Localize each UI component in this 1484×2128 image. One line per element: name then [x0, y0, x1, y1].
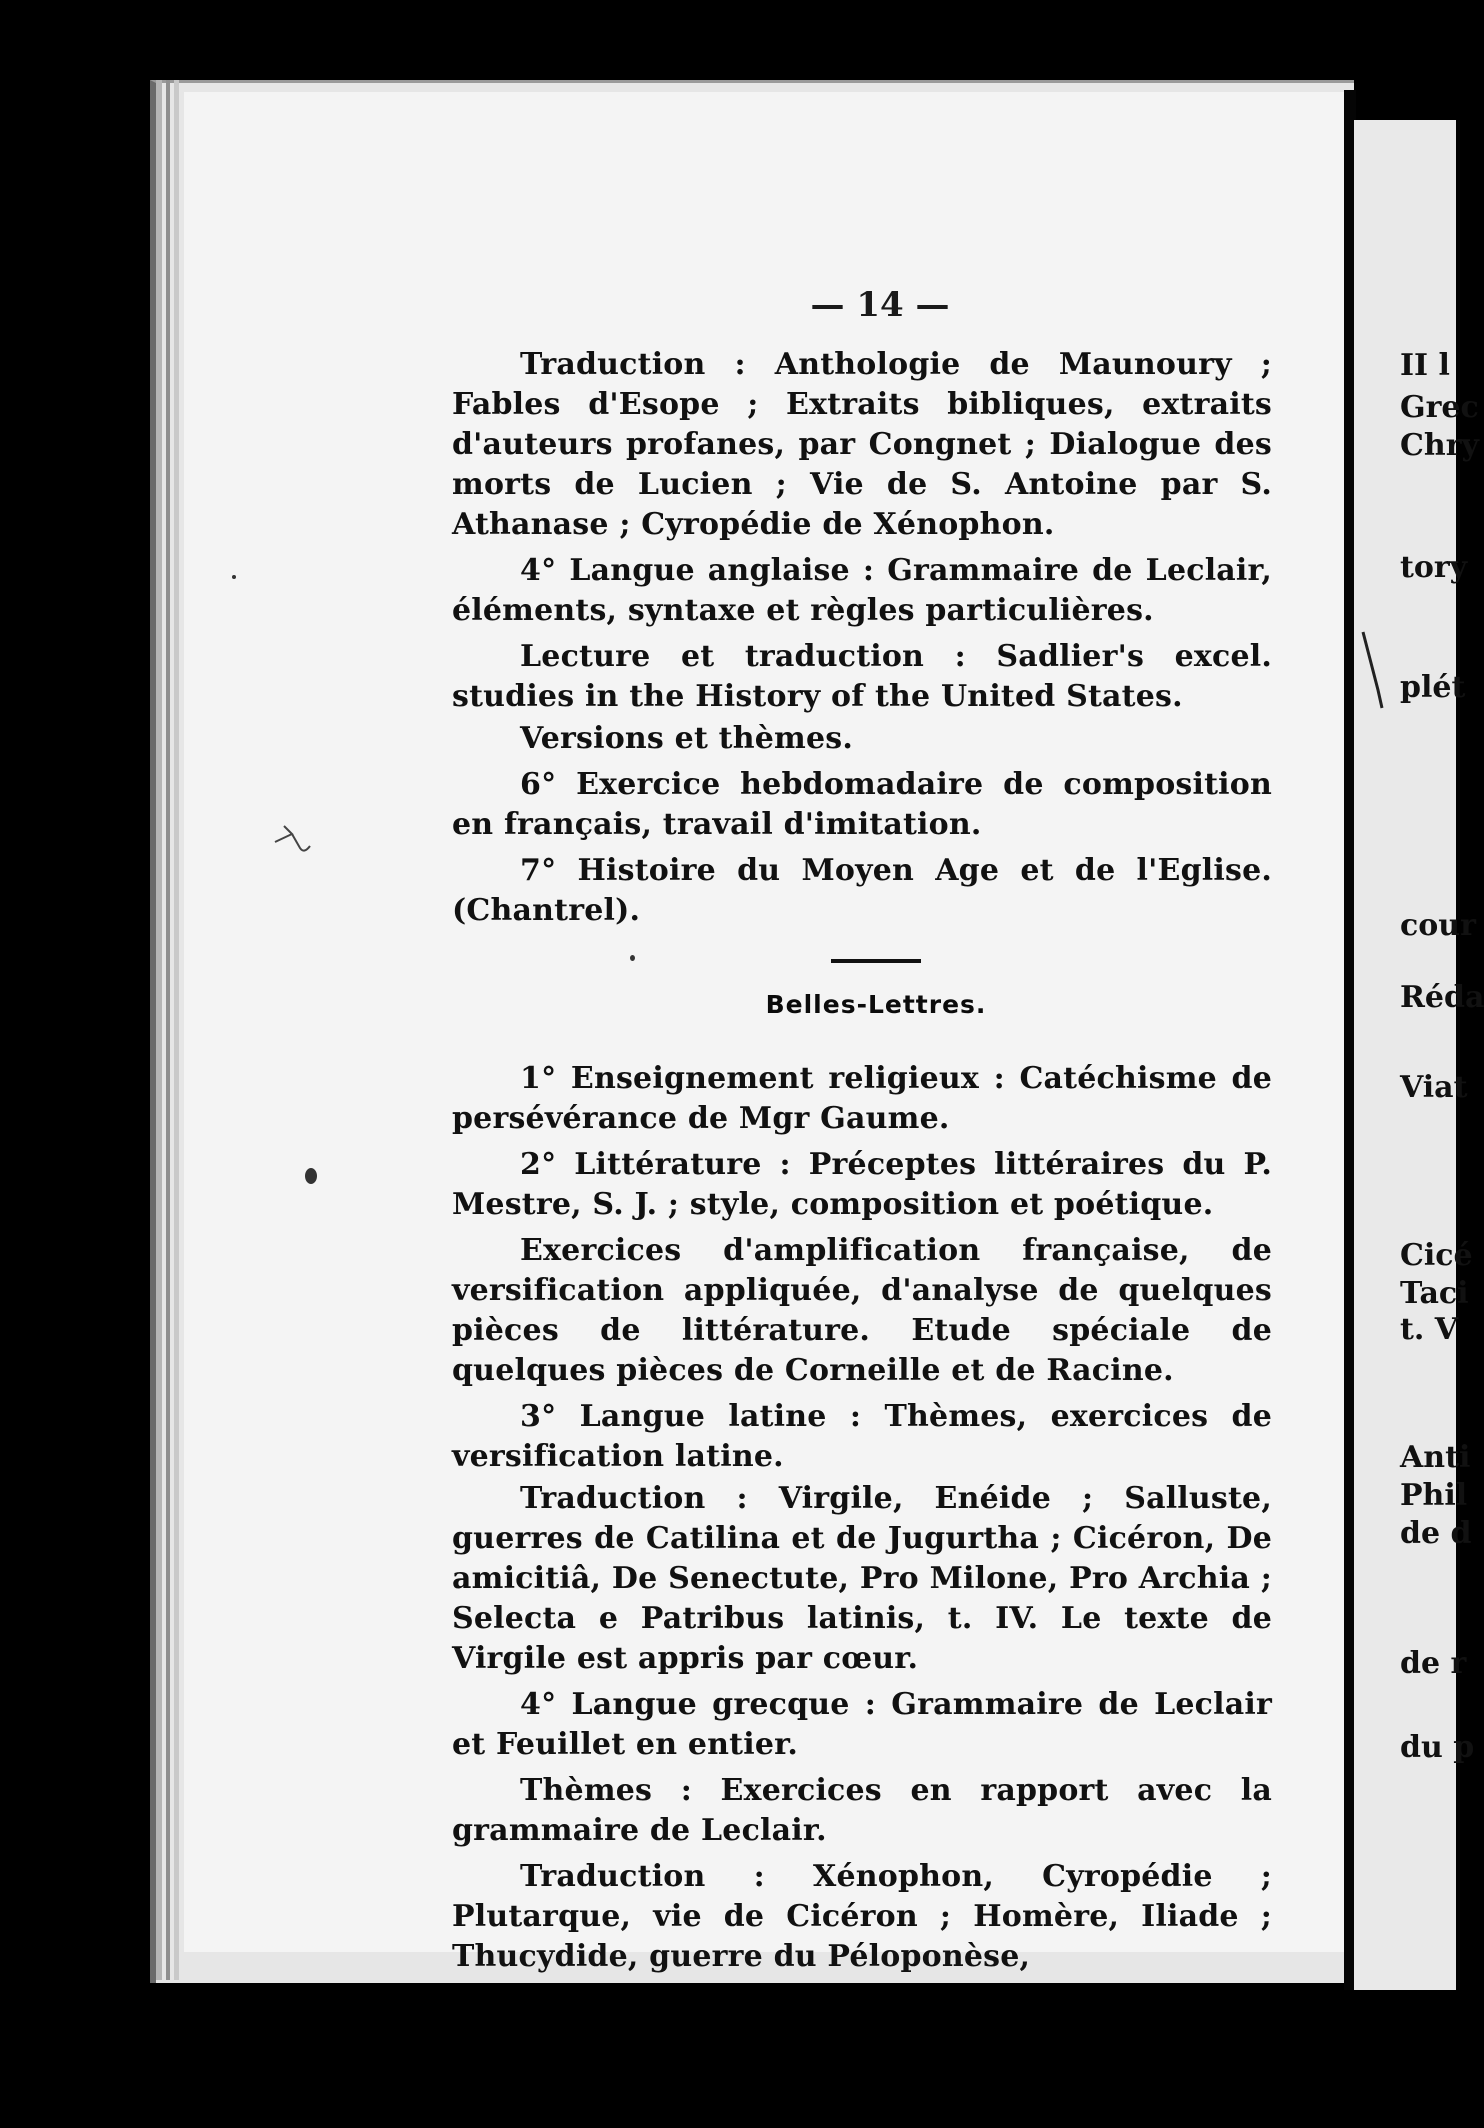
- paragraph: Traduction : Xénophon, Cyropédie ; Plutarque, vie de Cicéron ; Homère, Iliade ; Thucydide, guerre du Péloponèse,: [452, 1859, 1272, 1974]
- pencil-mark-icon: [270, 820, 320, 860]
- paragraph: 2° Littérature : Préceptes littéraires du P. Mestre, S. J. ; style, composition et poétique.: [452, 1147, 1272, 1222]
- page-edge: [174, 80, 179, 1980]
- section-divider: [831, 959, 921, 963]
- ink-speck: [232, 575, 236, 579]
- pencil-stroke-icon: [1360, 630, 1390, 710]
- paragraph: 1° Enseignement religieux : Catéchisme de persévérance de Mgr Gaume.: [452, 1061, 1272, 1136]
- adjacent-page-fragment: Chry: [1400, 428, 1479, 463]
- paragraph: Thèmes : Exercices en rapport avec la grammaire de Leclair.: [452, 1773, 1272, 1848]
- adjacent-page-fragment: de d: [1400, 1516, 1472, 1551]
- adjacent-page-fragment: plét: [1400, 670, 1466, 705]
- paragraph: Exercices d'amplification française, de versification appliquée, d'analyse de quelques pièces de littérature. Etude spéciale de quelques pièces de Corneille et de Racine.: [452, 1233, 1272, 1388]
- ink-speck: [305, 1168, 317, 1184]
- paragraph: Versions et thèmes.: [520, 721, 853, 756]
- page-edge: [166, 80, 170, 1980]
- page-edge: [156, 80, 162, 1980]
- adjacent-page-fragment: t. V: [1400, 1312, 1459, 1347]
- page-body: [452, 345, 1272, 1983]
- adjacent-page-fragment: Anti: [1400, 1440, 1471, 1475]
- paragraph: Traduction : Anthologie de Maunoury ; Fables d'Esope ; Extraits bibliques, extraits d'auteurs profanes, par Congnet ; Dialogue des morts de Lucien ; Vie de S. Antoine par S. Athanase ; Cyropédie de Xénophon.: [452, 347, 1272, 542]
- paragraph: Lecture et traduction : Sadlier's excel. studies in the History of the United States.: [452, 639, 1272, 714]
- paragraph: 4° Langue grecque : Grammaire de Leclair et Feuillet en entier.: [452, 1687, 1272, 1762]
- adjacent-page-fragment: II l: [1400, 348, 1450, 383]
- adjacent-page-fragment: Réda: [1400, 980, 1484, 1015]
- paragraph: 3° Langue latine : Thèmes, exercices de versification latine.: [452, 1399, 1272, 1474]
- paragraph: Traduction : Virgile, Enéide ; Salluste, guerres de Catilina et de Jugurtha ; Cicéron, De amicitiâ, De Senectute, Pro Milone, Pro Archia ; Selecta e Patribus latinis, t. IV. Le texte de Virgile est appris par cœur.: [452, 1481, 1272, 1676]
- adjacent-page-fragment: Phil: [1400, 1478, 1468, 1513]
- adjacent-page-fragment: Taci: [1400, 1276, 1469, 1311]
- adjacent-page-fragment: du p: [1400, 1730, 1475, 1765]
- page-number: — 14 —: [810, 285, 950, 325]
- paragraph: 4° Langue anglaise : Grammaire de Leclair, éléments, syntaxe et règles particulières.: [452, 553, 1272, 628]
- adjacent-page-fragment: cour: [1400, 908, 1476, 943]
- paragraph: 7° Histoire du Moyen Age et de l'Eglise. (Chantrel).: [452, 853, 1272, 928]
- adjacent-page-fragment: de r: [1400, 1646, 1467, 1681]
- paragraph: 6° Exercice hebdomadaire de composition en français, travail d'imitation.: [452, 767, 1272, 842]
- adjacent-page-fragment: Viat: [1400, 1070, 1468, 1105]
- adjacent-page-fragment: tory: [1400, 550, 1468, 585]
- section-heading: Belles-Lettres.: [765, 990, 987, 1019]
- adjacent-page-fragment: Cicé: [1400, 1238, 1473, 1273]
- adjacent-page-fragment: Grec: [1400, 390, 1479, 425]
